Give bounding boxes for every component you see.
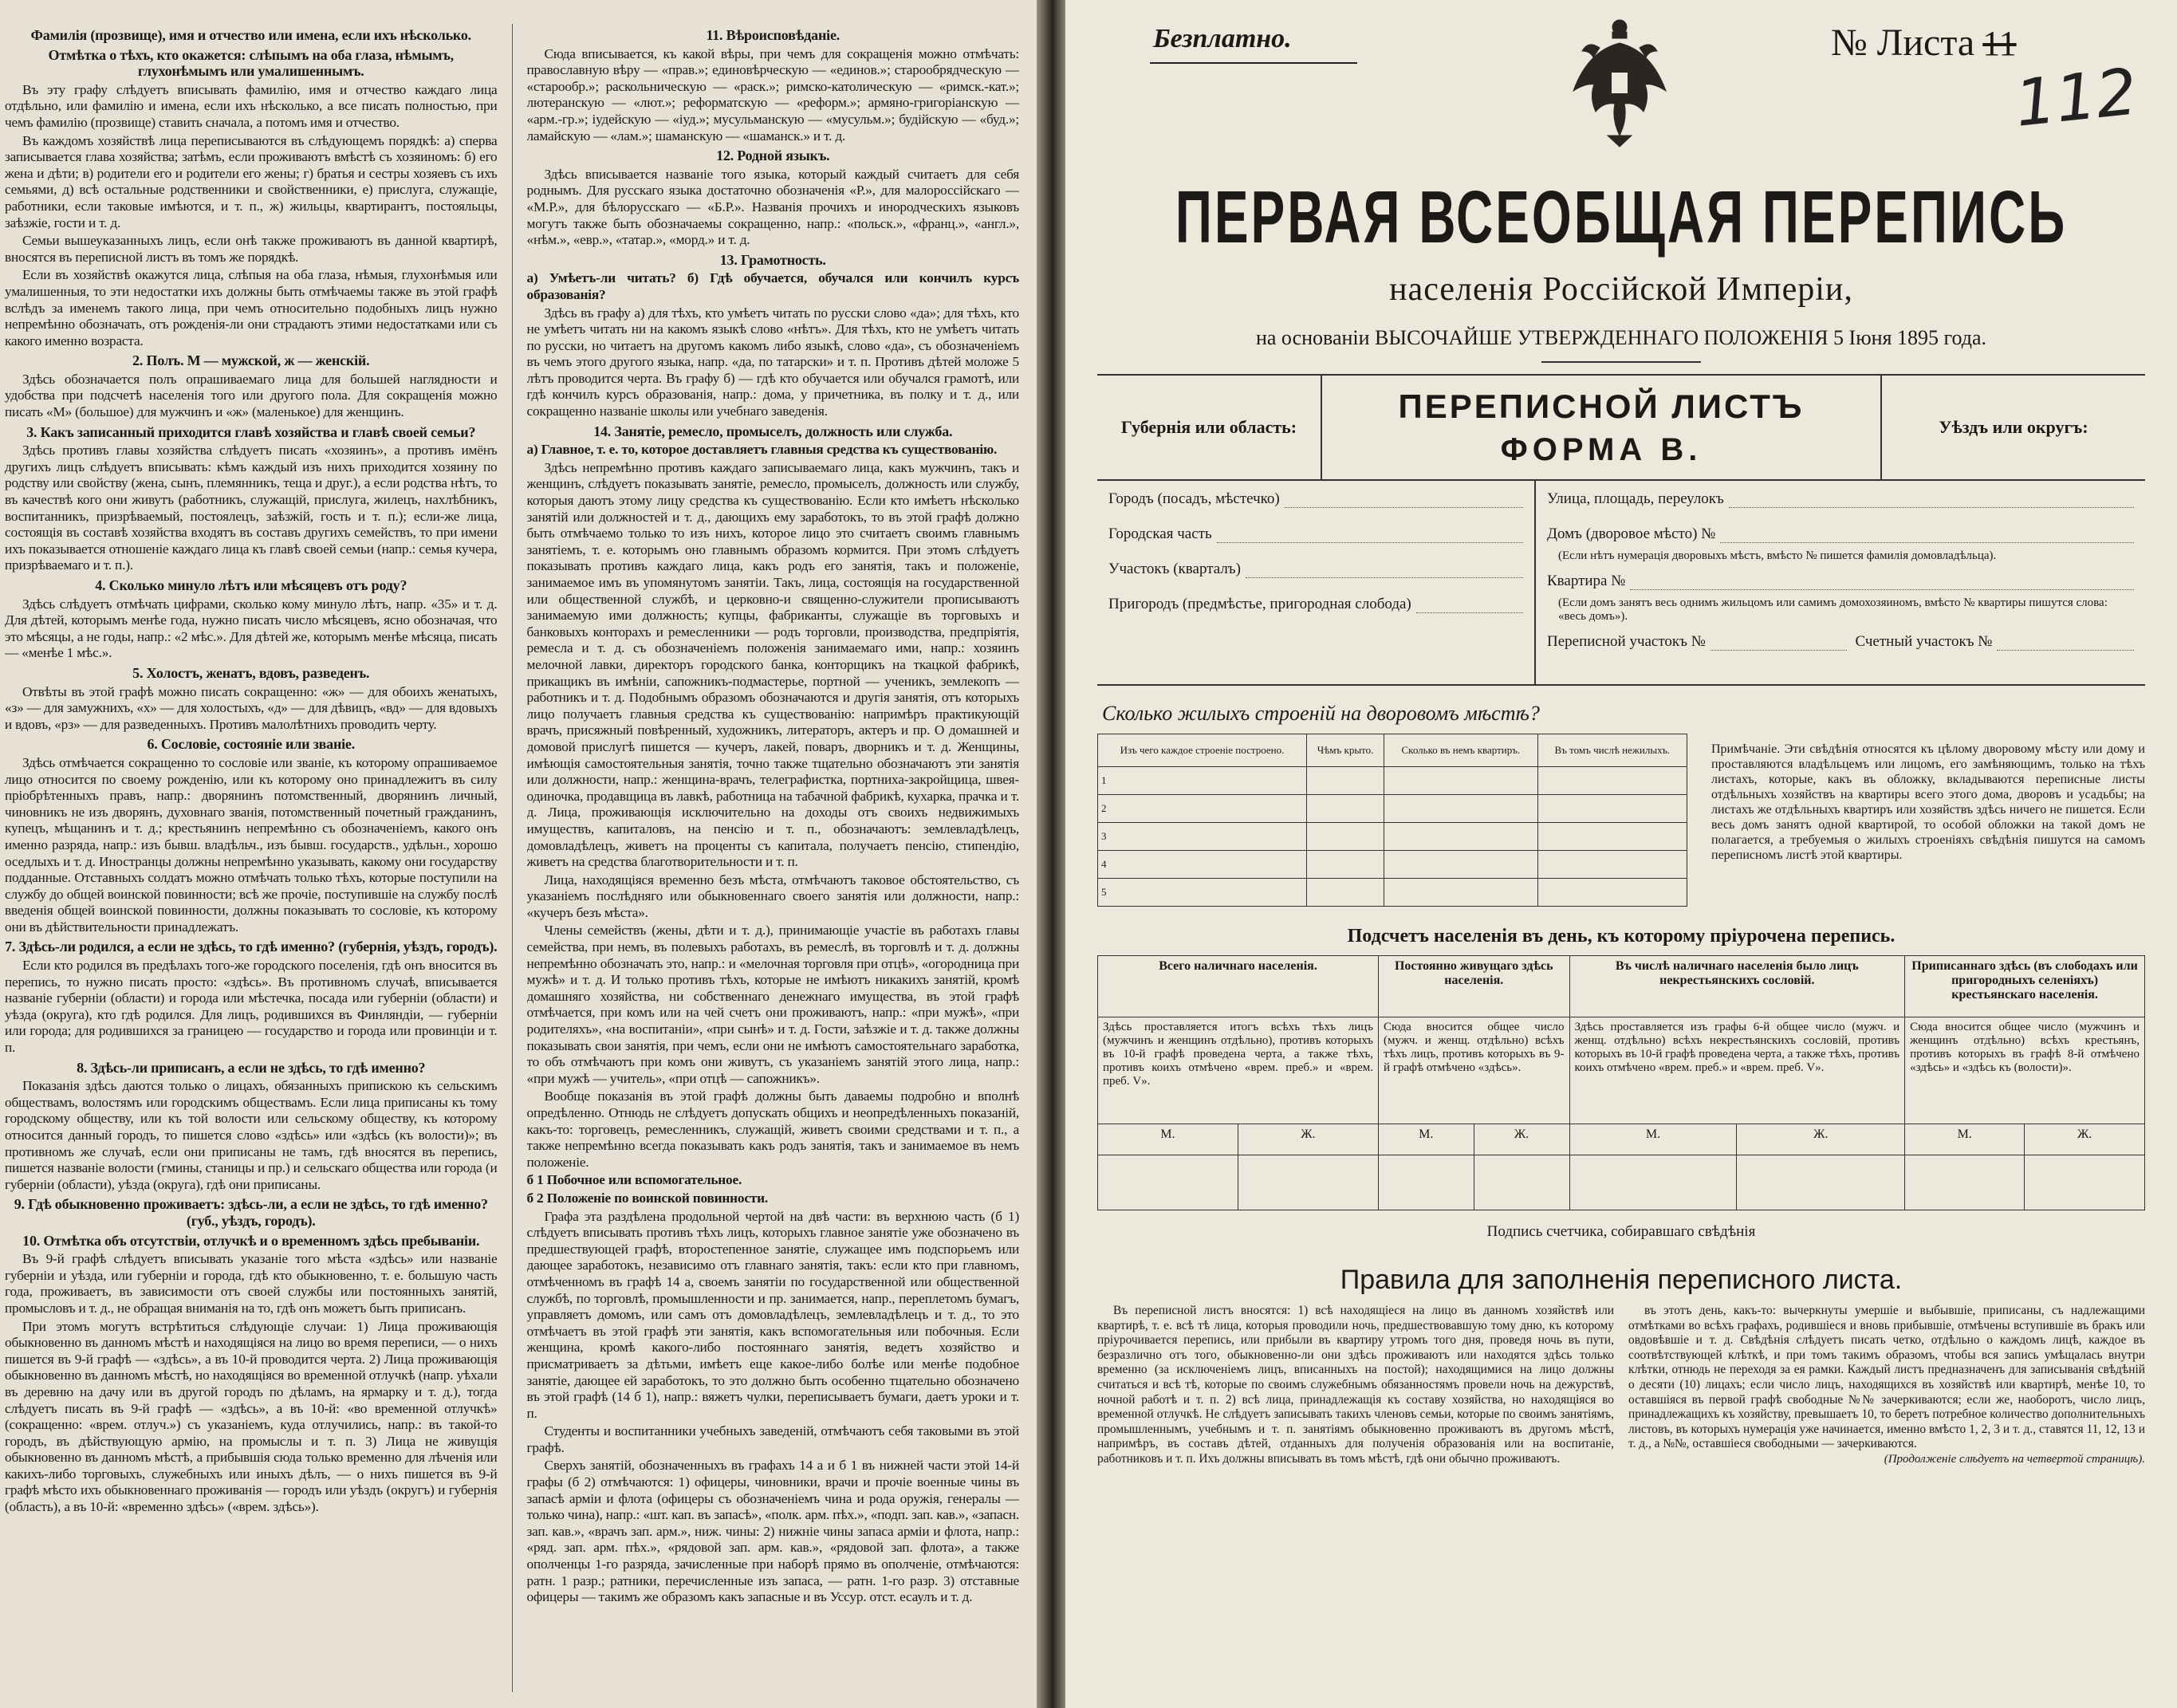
- paragraph: Студенты и воспитанники учебныхъ заведеній, отмѣчаютъ себя таковыми въ этой графѣ.: [526, 1423, 1019, 1455]
- free-underline: [1150, 62, 1357, 64]
- section-heading: Фамилія (прозвище), имя и отчество или имена, если ихъ нѣсколько.: [30, 27, 471, 43]
- counting-section-field[interactable]: [1997, 633, 2134, 651]
- city-label: Городъ (посадъ, мѣстечко): [1108, 490, 1280, 507]
- population-table: [1097, 955, 2145, 1210]
- province-label: Губернія или область:: [1097, 376, 1322, 479]
- population-desc-cell: Здѣсь проставляется изъ графы 6-й общее число (мужч. и женщ. отдѣльно) всѣхъ некрестьянскихъ сословій, противъ которыхъ въ 10-й графѣ проведена черта, а также тѣхъ, противъ коихъ отмѣчено «врем. преб.» и «врем. преб. V».: [1569, 1017, 1905, 1124]
- paragraph: Сверхъ занятій, обозначенныхъ въ графахъ 14 а и б 1 въ нижней части этой 14-й графы (б 2) отмѣчаются: 1) офицеры, чиновники, врачи и прочіе военные чины въ запасѣ арміи и флота (офицеры съ обозначеніемъ чина и рода оружія, генералы — только чина), напр.: «шт. кап. въ запасѣ», «полк. арм. пѣх.», «подп. зап. кав.», «запасн. зап. кав.», «врачъ зап. арм.», ниж. чины: 2) нижніе чины запаса арміи и флота, напр.: «ряд. зап. арм. пѣх.», «рядовой зап. арм. кав.», «рядовой зап. флота», а также ополченцы 1-го разряда, зачисленные при наборѣ прямо въ ополченіе, отмѣчаются: ратн. 1 разр.; ратники, перечисленные изъ запаса, — ратн. 1-го разр. 3) отставные офицеры — такимъ же образомъ какъ запасные и въ Уссур. отст. есаулъ и т. д.: [526, 1458, 1019, 1605]
- buildings-cell[interactable]: [1384, 879, 1537, 907]
- buildings-cell[interactable]: [1307, 823, 1384, 851]
- paragraph: Вообще показанія въ этой графѣ должны быть даваемы подробно и вполнѣ опредѣленно. Отнюдь не слѣдуетъ допускать общихъ и неопредѣленныхъ показаній, какъ-то: торговецъ, ремесленникъ, служащій, живетъ своими средствами и т. п., а также непремѣнно всегда показывать какъ родъ занятія, такъ и занимаемое въ немъ положеніе.: [526, 1088, 1019, 1170]
- buildings-cell[interactable]: [1307, 851, 1384, 879]
- population-count-cell[interactable]: [1238, 1155, 1378, 1210]
- flat-field[interactable]: [1630, 573, 2134, 590]
- instructions-column-1: [5, 24, 498, 1692]
- house-note: (Если нѣтъ нумерація дворовыхъ мѣстъ, вмѣсто № пишется фамилія домовладѣльца).: [1558, 549, 1997, 562]
- house-label: Домъ (дворовое мѣсто) №: [1547, 525, 1716, 542]
- left-page: [0, 0, 1037, 1708]
- census-subtitle: населенія Россійской Имперіи,: [1389, 271, 1853, 308]
- address-right: [1536, 481, 2145, 684]
- population-count-cell[interactable]: [1098, 1155, 1238, 1210]
- paragraph: Здѣсь непремѣнно противъ каждаго записываемаго лица, какъ мужчинъ, такъ и женщинъ, слѣдуетъ показывать занятіе, ремесло, промыселъ, должность или службу, которыя даютъ этому лицу средства къ существованію. Если кто имѣетъ нѣсколько занятій или должностей и т. д., дающихъ ему заработокъ, то въ этой графѣ должно быть отмѣчаемо только то изъ нихъ, которое лицо это считаетъ своимъ главнымъ занятіемъ, т. е. которымъ оно главнымъ образомъ кормится. При этомъ слѣдуетъ показывать противъ каждаго лица, какъ родъ его занятія, такъ и положеніе, занимаемое имъ въ упомянутомъ занятіи. Такъ, лица, состоящія на государственной или общественной службѣ, и церковно-и священно-служители прописываютъ занимаемую ими должность; купцы, фабриканты, служащіе въ торговыхъ и банковыхъ конторахъ и ремесленники — родъ торговли, производства, предпріятія, ремесла и т. д. съ обозначеніемъ положенія занимаемаго ими, напр.: хозяинъ мелочной лавки, директоръ городского банка, конторщикъ на ткацкой фабрикѣ, прикащикъ въ имѣніи, сапожникъ-подмастерье, портной — ученикъ, землекопъ — работникъ и т. д. Подобнымъ образомъ обозначаются и другія занятія, отъ которыхъ лицо получаетъ главныя средства къ существованію: напримѣръ практикующій врачъ, присяжный повѣренный, художникъ, литераторъ, актеръ и пр. О домашней и домовой прислугѣ пишется — кучеръ, лакей, поваръ, дворникъ и т. д. Женщины, имѣющія самостоятельныя занятія, точно также тщательно обозначаютъ эти занятія или должности, напр.: женщина-врачъ, телеграфистка, портниха-закройщица, швея-одиночка, продавщица въ лавкѣ, работница на табачной фабрикѣ, кухарка, прачка и т. д. Лица, проживающія исключительно на доходы отъ своихъ недвижимыхъ имуществъ, капиталовъ, на пенсію и т. п., обозначаютъ: землевладѣлецъ, домовладѣлецъ, живетъ на проценты съ капитала, получаетъ пенсію, стипендію, живетъ на средства благотворительности и т. п.: [526, 459, 1019, 870]
- male-column-label: М.: [1569, 1124, 1737, 1155]
- instructions-column-2: [527, 24, 1020, 1692]
- female-column-label: Ж.: [1737, 1124, 1905, 1155]
- rules-column-1: [1097, 1304, 1614, 1473]
- buildings-row-number: 3: [1098, 823, 1307, 851]
- population-desc-cell: Сюда вносится общее число (мужч. и женщ. отдѣльно) всѣхъ тѣхъ лицъ, противъ которыхъ въ 9-й графѣ отмѣчено «здѣсь».: [1379, 1017, 1569, 1124]
- section-heading: 4. Сколько минуло лѣтъ или мѣсяцевъ отъ роду?: [95, 577, 407, 593]
- buildings-note: Примѣчаніе. Эти свѣдѣнія относятся къ цѣлому дворовому мѣсту или дому и проставляются владѣльцемъ или лицомъ, его замѣняющимъ, только на тѣхъ листахъ, которые, какъ въ обложку, вкладываются переписные листы отдѣльныхъ хозяйствъ на квартиры всего этого дома, дворовъ и усадьбы; на листахъ же отдѣльныхъ квартиръ или хозяйствъ здѣсь ничего не пишется. Если весь домъ занятъ одной квартирой, то особой обложки на такой домъ не полагается, а требуемыя о жилыхъ строеніяхъ свѣдѣнія пишутся на самомъ переписномъ листѣ этой квартиры.: [1711, 742, 2145, 862]
- buildings-header-cell: Сколько въ немъ квартиръ.: [1384, 734, 1537, 767]
- top-line: [1097, 16, 2145, 141]
- population-count-cell[interactable]: [1905, 1155, 2025, 1210]
- buildings-cell[interactable]: [1384, 767, 1537, 795]
- column-divider: [512, 24, 513, 1692]
- population-desc-cell: Сюда вносится общее число (мужчинъ и женщинъ отдѣльно) всѣхъ крестьянъ, противъ которыхъ въ графѣ 8-й отмѣчено «здѣсь» и «здѣсь къ (волости)».: [1905, 1017, 2145, 1124]
- section-heading: 11. Вѣроисповѣданіе.: [706, 27, 840, 43]
- paragraph: Здѣсь слѣдуетъ отмѣчать цифрами, сколько кому минуло лѣтъ, напр. «35» и т. д. Для дѣтей, которымъ менѣе года, нужно писать число мѣсяцевъ, ясно обозначая, что это мѣсяцы, а не годы, напр.: «2 мѣс.». Для дѣтей же, которымъ менѣе мѣсяца, писать — «менѣе 1 мѣс.».: [5, 596, 498, 661]
- address-block: [1097, 481, 2145, 686]
- counting-section-label: Счетный участокъ №: [1855, 633, 1993, 650]
- handwritten-number: 112: [2011, 54, 2141, 141]
- double-headed-eagle-icon: [1568, 16, 1671, 152]
- paragraph: Въ 9-й графѣ слѣдуетъ вписывать указаніе того мѣста «здѣсь» или названіе губерніи и уѣзда, или губерніи и города, гдѣ кто обыкновенно, т. е. большую часть года, проживаетъ, въ зависимости отъ своей службы или постоянныхъ занятій, промысловъ и т. д., не обращая вниманія на то, гдѣ онъ можетъ быть приписанъ.: [5, 1251, 498, 1316]
- section-heading: 9. Гдѣ обыкновенно проживаетъ: здѣсь-ли, а если не здѣсь, то гдѣ именно? (губ., уѣздъ, городъ).: [14, 1196, 488, 1229]
- section-heading: 7. Здѣсь-ли родился, а если не здѣсь, то гдѣ именно? (губернія, уѣздъ, городъ).: [5, 939, 498, 955]
- paragraph: а) Умѣетъ-ли читать? б) Гдѣ обучается, обучался или кончилъ курсъ образованія?: [526, 270, 1019, 302]
- census-basis: на основаніи ВЫСОЧАЙШЕ УТВЕРЖДЕННАГО ПОЛОЖЕНІЯ 5 Іюня 1895 года.: [1255, 326, 1987, 349]
- street-field[interactable]: [1729, 490, 2134, 508]
- paragraph: Здѣсь обозначается полъ опрашиваемаго лица для большей наглядности и удобства при подсчетѣ населенія того или другого пола. Для сокращенія можно писать «М» (большое) для мужчинъ и «ж» (маленькое) для женщинъ.: [5, 371, 498, 420]
- buildings-table: [1097, 734, 1687, 907]
- buildings-cell[interactable]: [1537, 795, 1687, 823]
- street-label: Улица, площадь, переулокъ: [1547, 490, 1724, 507]
- section-heading: 10. Отмѣтка объ отсутствіи, отлучкѣ и о временномъ здѣсь пребываніи.: [22, 1232, 480, 1249]
- rules-title: Правила для заполненія переписного листа.: [1340, 1265, 1903, 1295]
- female-column-label: Ж.: [1474, 1124, 1569, 1155]
- population-count-cell[interactable]: [1474, 1155, 1569, 1210]
- section-heading: 14. Занятіе, ремесло, промыселъ, должность или служба.: [593, 423, 953, 439]
- section-heading: Отмѣтка о тѣхъ, кто окажется: слѣпымъ на оба глаза, нѣмымъ, глухонѣмымъ или умалишеннымъ.: [48, 46, 454, 80]
- female-column-label: Ж.: [1238, 1124, 1378, 1155]
- male-column-label: М.: [1379, 1124, 1474, 1155]
- house-field[interactable]: [1720, 525, 2134, 543]
- buildings-cell[interactable]: [1537, 851, 1687, 879]
- population-count-cell[interactable]: [1569, 1155, 1737, 1210]
- section-heading: 12. Родной языкъ.: [716, 148, 830, 164]
- sheet-title: ПЕРЕПИСНОЙ ЛИСТЪ: [1398, 387, 1805, 425]
- male-column-label: М.: [1905, 1124, 2025, 1155]
- female-column-label: Ж.: [2025, 1124, 2145, 1155]
- buildings-cell[interactable]: [1537, 823, 1687, 851]
- buildings-cell[interactable]: [1537, 879, 1687, 907]
- buildings-question: Сколько жилыхъ строеній на дворовомъ мѣстѣ?: [1102, 702, 1540, 725]
- flat-note: (Если домъ занятъ весь однимъ жильцомъ или самимъ домохозяиномъ, вмѣсто № квартиры пишутся слова: «весь домъ»).: [1558, 596, 2108, 623]
- sheet-header: [1097, 374, 2145, 481]
- paragraph: Сюда вписывается, къ какой вѣры, при чемъ для сокращенія можно отмѣчать: православную вѣру — «прав.»; единовѣрческую — «единов.»; старообрядческую — «старообр.»; раскольническую — «раск.»; римско-католическую — «римск.-кат.»; лютеранскую — «лют.»; реформатскую — «реформ.»; армяно-григоріанскую — «арм.-гр.»; іудейскую — «іуд.»; мусульманскую — «мусульм.»; будійскую — «буд.»; ламайскую — «лам.»; шаманскую — «шаманск.» и т. д.: [526, 45, 1019, 144]
- male-column-label: М.: [1098, 1124, 1238, 1155]
- free-label: Безплатно.: [1153, 24, 1292, 53]
- sheet-number: [1831, 21, 2017, 65]
- rules-block: [1097, 1304, 2145, 1473]
- buildings-header-cell: Чѣмъ крыто.: [1307, 734, 1384, 767]
- paragraph: б 2 Положеніе по воинской повинности.: [526, 1190, 768, 1206]
- section-heading: 13. Грамотность.: [719, 251, 826, 268]
- buildings-cell[interactable]: [1384, 851, 1537, 879]
- buildings-row: [1098, 767, 1687, 795]
- city-part-field[interactable]: [1217, 525, 1523, 543]
- paragraph: Здѣсь противъ главы хозяйства слѣдуетъ писать «хозяинъ», а противъ имёнъ другихъ лицъ слѣдуетъ вписывать: кѣмъ каждый изъ нихъ приходится хозяину по родству или свойству (жена, сынъ, племянникъ, теща и друг.), а если родства нѣтъ, то въ качествѣ кого они живутъ (работникъ, служащій, прислуга, жилецъ, нахлѣбникъ, воспитанникъ, призрѣваемый, постоялецъ, заѣзжій, гость и т. п.); если-же лица, состоящія въ составѣ хозяйства входятъ въ составъ другихъ семействъ, то при имени ихъ показывается отношеніе каждаго лица къ главѣ своей семьи (напр.: семья кучера, призрѣваемаго и т. п.).: [5, 443, 498, 573]
- section-heading: 6. Сословіе, состояніе или званіе.: [147, 736, 356, 753]
- buildings-header-cell: Изъ чего каждое строеніе построено.: [1098, 734, 1307, 767]
- buildings-row: [1098, 879, 1687, 907]
- buildings-cell[interactable]: [1307, 795, 1384, 823]
- rules-column-2: [1628, 1304, 2145, 1473]
- suburb-field[interactable]: [1416, 596, 1523, 613]
- buildings-cell[interactable]: [1384, 823, 1537, 851]
- buildings-row-number: 1: [1098, 767, 1307, 795]
- section-heading: 8. Здѣсь-ли приписанъ, а если не здѣсь, то гдѣ именно?: [77, 1059, 426, 1076]
- buildings-row: [1098, 851, 1687, 879]
- section-heading: 2. Полъ. М — мужской, ж — женскій.: [132, 352, 370, 369]
- paragraph: Показанія здѣсь даются только о лицахъ, обязанныхъ припискою къ сельскимъ обществамъ, волостямъ или городскимъ обществамъ. Если лица приписаны къ тому городскому обществу, или къ той волости или сельскому обществу, къ которому относится данный городъ, то пишется слово «здѣсь» или «здѣсь (къ волости)»; въ противномъ же случаѣ, если они приписаны не тамъ, гдѣ вносятся въ перепись, пишется названіе волости (гмины, станицы и пр.) и сельскаго общества или города (и губерніи (области), уѣзда (округа), гдѣ они приписаны.: [5, 1078, 498, 1192]
- census-section-label: Переписной участокъ №: [1547, 633, 1706, 650]
- rules-text-1: Въ переписной листъ вносятся: 1) всѣ находящіеся на лицо въ данномъ хозяйствѣ или квартирѣ, т. е. всѣ тѣ лица, которыя проводили ночь, предшествовавшую тому дню, къ которому пріурочивается перепись, или прибыли въ квартиру утромъ того дня, проведя ночь въ пути, безразлично отъ того, обыкновенно-ли они здѣсь проживаютъ или находятся здѣсь только временно (за исключеніемъ лицъ, вписанныхъ на постой); находящимися на лицо должны считаться и всѣ тѣ, которые по своимъ служебнымъ обязанностямъ провели ночь на дежурствѣ, ночной работѣ и т. п. 2) всѣ лица, принадлежащія къ составу хозяйства, но находящіяся во временной отлучкѣ. Не слѣдуетъ записывать такихъ членовъ семьи, которые по своимъ занятіямъ, промышленнымъ, учебнымъ и т. п. занятіямъ обыкновенно проживаютъ въ другомъ мѣстѣ, напримѣръ, въ составъ дѣтей, отданныхъ для полученія образованія или на воспитаніе, работниковъ и т. п. Ихъ должны вписывать въ томъ мѣстѣ, гдѣ они обычно проживаютъ.: [1097, 1304, 1614, 1466]
- buildings-cell[interactable]: [1307, 767, 1384, 795]
- paragraph: Семьи вышеуказанныхъ лицъ, если онѣ также проживаютъ въ данной квартирѣ, вносятся въ переписной листъ въ томъ же порядкѣ.: [5, 233, 498, 265]
- census-title: ПЕРВАЯ ВСЕОБЩАЯ ПЕРЕПИСЬ: [1175, 175, 2068, 259]
- buildings-row-number: 5: [1098, 879, 1307, 907]
- population-header-cell: Всего наличнаго населенія.: [1098, 956, 1379, 1017]
- section-heading: 5. Холостъ, женатъ, вдовъ, разведенъ.: [132, 664, 370, 681]
- section-heading: 3. Какъ записанный приходится главѣ хозяйства и главѣ своей семьи?: [26, 423, 476, 440]
- paragraph: Здѣсь отмѣчается сокращенно то сословіе или званіе, къ которому опрашиваемое лицо относится по своему рожденію, или къ которому оно принадлежитъ въ силу пріобрѣтенныхъ правъ, напр.: дворянинъ потомственный, дворянинъ личный, чиновникъ не изъ дворянъ, духовнаго званія, потомственный почетный гражданинъ, купецъ, мѣщанинъ и т. д.; крестьянинъ непремѣнно съ обозначеніемъ, какого онъ именно разряда, напр.: изъ бывш. владѣльч., изъ бывш. государств., удѣльн., хорошо оседлыхъ и т. д. Иностранцы должны непремѣнно указывать, какому они государству подданные. Отставныхъ солдатъ можно отмѣчать только тѣхъ, которые поступили на службу до общей воинской повинности; всѣ же прочіе, поступившіе на службу послѣ введенія общей воинской повинности, должны показывать то сословіе, къ которому они въ дѣйствительности принадлежатъ.: [5, 754, 498, 935]
- short-rule: [1541, 361, 1701, 363]
- address-left: [1097, 481, 1536, 684]
- enumerator-signature: Подпись счетчика, собиравшаго свѣдѣнія: [1486, 1223, 1756, 1240]
- paragraph: Въ каждомъ хозяйствѣ лица переписываются въ слѣдующемъ порядкѣ: а) сперва записывается глава хозяйства; затѣмъ, если проживаютъ вмѣстѣ съ хозяиномъ: б) его жена и дѣти; в) родители его и родители его жены; г) братья и сестры хозяевъ съ ихъ семьями, д) всѣ остальные родственники и свойственники, е) прислуга, служащіе, работники, если таковые имѣются, и т. п., ж) жильцы, квартирантъ, постояльцы, заѣзжіе, гости и т. д.: [5, 132, 498, 230]
- population-count-cell[interactable]: [1379, 1155, 1474, 1210]
- paragraph: Здѣсь въ графу а) для тѣхъ, кто умѣетъ читать по русски слово «да»; для тѣхъ, кто не умѣетъ читать ни на какомъ языкѣ слово «нѣтъ». Для тѣхъ, кто не умѣетъ читать по русски, но читаетъ на другомъ какомъ либо языкѣ, слово «да», съ обозначеніемъ въ чемъ этого другого языка, напр. «да, по татарски» и т. п. Противъ дѣтей моложе 5 лѣтъ проводится черта. Въ графу б) — гдѣ кто обучается или обучался грамотѣ, или гдѣ кончилъ курсъ образованія, напр.: дома, у причетника, въ полку и т. д., или сокращенно названіе школы или учебнаго заведенія.: [526, 305, 1019, 419]
- paragraph: Лица, находящіяся временно безъ мѣста, отмѣчаютъ таковое обстоятельство, съ указаніемъ послѣдняго или обыкновеннаго своего занятія или должности, напр.: «кучеръ безъ мѣста».: [526, 872, 1019, 920]
- population-count-cell[interactable]: [1737, 1155, 1905, 1210]
- census-section-field[interactable]: [1711, 633, 1848, 651]
- rules-text-2: въ этотъ день, какъ-то: вычеркнуты умершіе и выбывшіе, приписаны, съ надлежащими отмѣтками во всѣхъ графахъ, родившіеся и вновь прибывшіе, отмѣчены вступившіе въ бракъ или овдовѣвшіе и т. д. Свѣдѣнія слѣдуетъ писать четко, отдѣльно о каждомъ лицѣ, каждое въ соотвѣтствующей клѣткѣ, и при томъ такимъ образомъ, чтобы вся запись умѣщалась внутри клѣтки, отнюдь не переходя за ея рамки. Каждый листъ предназначенъ для записыванія свѣдѣній о десяти (10) лицахъ; если число лицъ, находящихся въ хозяйствѣ или квартирѣ, менѣе 10, то оставшіяся въ первой графѣ свободные №№ зачеркиваются; если же, наоборотъ, число лицъ, принадлежащихъ къ хозяйству, превышаетъ 10, то беретъ потребное количество дополнительныхъ листовъ, въ которыхъ нумерація уже начинается, именно вмѣсто 1, 2, 3 и т. д., ставятся 11, 12, 13 и т. д., а №№, оставшіеся свободными — зачеркиваются.: [1628, 1304, 2145, 1451]
- buildings-cell[interactable]: [1307, 879, 1384, 907]
- book-gutter: [1037, 0, 1065, 1708]
- population-header-cell: Постоянно живущаго здѣсь населенія.: [1379, 956, 1569, 1017]
- paragraph: Члены семействъ (жены, дѣти и т. д.), принимающіе участіе въ работахъ главы семейства, при немъ, въ полевыхъ работахъ, въ ремеслѣ, въ торговлѣ и т. д. должны непремѣнно обозначать это, напр.: и «мелочная торговля при отцѣ», «огородница при мужѣ» и т. д. И только противъ тѣхъ, которые не имѣютъ никакихъ занятій, кромѣ домашняго хозяйства, ни собственнаго денежнаго имущества, въ этой графѣ отмѣчается, при комъ или на чей счетъ они проживаютъ, напр.: «при мужѣ», «при родителяхъ», «на воспитаніи», «при сынѣ» и т. д. Гости, заѣзжіе и т. д. также должны показывать свои занятія, при чемъ, если они не имѣютъ самостоятельнаго заработка, то объ отмѣчаютъ при комъ они живутъ, съ указаніемъ занятій этого лица, напр.: «при мужѣ — учитель», «при отцѣ — сапожникъ».: [526, 923, 1019, 1086]
- paragraph: Графа эта раздѣлена продольной чертой на двѣ части: въ верхнюю часть (б 1) слѣдуетъ вписывать противъ тѣхъ лицъ, которыхъ главное занятіе уже обозначено въ предшествующей графѣ, второстепенное занятіе, служащее имъ подспорьемъ или дающее заработокъ, независимо отъ главнаго занятія, такъ: если кто при главномъ, отмѣченномъ въ графѣ 14 а, своемъ занятіи по государственной или общественной службѣ, по торговлѣ, промышленности и пр. занимается, напр., переплетомъ бумагъ, управляетъ домомъ, или самъ отъ домовладѣлецъ, землевладѣлецъ и т. д., то это отмѣчаетъ въ этой графѣ эти занятія, какъ вспомогательныя или побочныя. Если женщина, кромѣ какого-либо постояннаго занятія, ведетъ хозяйство и присматриваетъ за дѣтьми, имѣетъ еще какое-либо болѣе или менѣе подобное занятіе, дающее ей заработокъ, то это должно быть особенно тщательно обозначено въ этой графѣ (14 б 1), напр.: вяжетъ чулки, переписываетъ бумаги, даетъ уроки и т. п.: [526, 1208, 1019, 1421]
- buildings-row: [1098, 823, 1687, 851]
- flat-label: Квартира №: [1547, 573, 1626, 589]
- sheet-title-block: [1322, 376, 1880, 479]
- paragraph: а) Главное, т. е. то, которое доставляетъ главныя средства къ существованію.: [526, 442, 998, 458]
- right-page: [1065, 0, 2177, 1708]
- sheet-number-label: № Листа: [1831, 22, 1975, 64]
- buildings-cell[interactable]: [1384, 795, 1537, 823]
- paragraph: Если въ хозяйствѣ окажутся лица, слѣпыя на оба глаза, нѣмыя, глухонѣмыя или умалишенныя, то эти недостатки ихъ должны быть отмѣчаемы также въ этой графѣ вслѣдъ за именемъ такого лица, при чемъ относительно подобныхъ лицъ нужно непремѣнно обозначать, отъ рожденія-ли они страдаютъ этими недостатками или съ какого именно возраста.: [5, 267, 498, 348]
- section-label: Участокъ (кварталъ): [1108, 561, 1241, 577]
- paragraph: При этомъ могутъ встрѣтиться слѣдующіе случаи: 1) Лица проживающія обыкновенно въ данномъ мѣстѣ и находящіяся на лицо во время переписи, — о нихъ пишется въ 9-й графѣ — «здѣсь», а въ 10-й проводится черта. 2) Лица проживающія обыкновенно въ данномъ мѣстѣ, но находящіяся во временной отлучкѣ (напр. уѣхали въ деревню на дачу или въ другой городъ по дѣламъ, на ярмарку и т. д.), тогда слѣдуетъ писать въ 9-й графѣ — «здѣсь», а въ 10-й: «во временной отлучкѣ» (сокращенно: «врем. отлуч.») съ указаніемъ, куда отлучились, напр.: въ такой-то городъ, въ дѣйствующую армію, на промыслы и т. п. 3) Лица не живущія обыкновенно въ данномъ мѣстѣ, а прибывшія сюда только временно для лѣченія или какихъ-либо торговыхъ, служебныхъ или иныхъ дѣлъ, — о нихъ пишется въ 9-й графѣ мѣсто ихъ обыкновеннаго проживанія — городъ или уѣздъ (округъ) и губернія (область), а въ 10-й: «временно здѣсь» («врем. здѣсь»).: [5, 1318, 498, 1515]
- city-field[interactable]: [1285, 490, 1523, 508]
- paragraph: Отвѣты въ этой графѣ можно писать сокращенно: «ж» — для обоихъ женатыхъ, «з» — для замужнихъ, «х» — для холостыхъ, «д» — для дѣвицъ, «вд» — для вдовыхъ и вдовъ, «рз» — для разведенныхъ. Противъ малолѣтнихъ проводить черту.: [5, 683, 498, 732]
- sheet-number-value: 11: [1982, 24, 2017, 63]
- population-header-cell: Приписаннаго здѣсь (въ слободахъ или пригородныхъ селеніяхъ) крестьянскаго населенія.: [1905, 956, 2145, 1017]
- district-label: Уѣздъ или округъ:: [1880, 376, 2145, 479]
- population-desc-cell: Здѣсь проставляется итогъ всѣхъ тѣхъ лицъ (мужчинъ и женщинъ отдѣльно), противъ которыхъ въ 10-й графѣ проведена черта, а также тѣхъ, противъ коихъ отмѣчено «врем. преб.» и «врем. преб. V».: [1098, 1017, 1379, 1124]
- city-part-label: Городская часть: [1108, 525, 1212, 542]
- paragraph: Если кто родился въ предѣлахъ того-же городского поселенія, гдѣ онъ вносится въ перепись, то нужно писать просто: «здѣсь». Въ противномъ случаѣ, вписывается названіе губерніи (области) и города или мѣстечка, посада или губерніи (области) и уѣзда (округа), кто гдѣ родился. Для лицъ, родившихся въ Финляндіи, — губерніи или города; для родившихся за границею — государство и города или провинціи и т. п.: [5, 958, 498, 1056]
- population-title: Подсчетъ населенія въ день, къ которому пріурочена перепись.: [1347, 926, 1896, 946]
- buildings-cell[interactable]: [1537, 767, 1687, 795]
- paragraph: б 1 Побочное или вспомогательное.: [526, 1172, 742, 1188]
- form-title: ФОРМА В.: [1500, 431, 1703, 467]
- section-field[interactable]: [1246, 561, 1523, 578]
- suburb-label: Пригородъ (предмѣстье, пригородная слобода): [1108, 596, 1411, 612]
- buildings-header-cell: Въ томъ числѣ нежилыхъ.: [1537, 734, 1687, 767]
- buildings-row-number: 2: [1098, 795, 1307, 823]
- continued-note: (Продолженіе слѣдуетъ на четвертой страницѣ).: [1884, 1452, 2145, 1466]
- paragraph: Здѣсь вписывается названіе того языка, который каждый считаетъ для себя роднымъ. Для русскаго языка достаточно обозначенія «Р.», для малороссійскаго — «М.Р.», для бѣлорусскаго — «Б.Р.». Названія прочихъ и инородческихъ языковъ могутъ также быть обозначаемы сокращенно, напр.: «польск.», «франц.», «англ.», «нѣм.», «евр.», «татар.», «морд.» и т. д.: [526, 166, 1019, 248]
- population-header-cell: Въ числѣ наличнаго населенія было лицъ некрестьянскихъ сословій.: [1569, 956, 1905, 1017]
- buildings-row-number: 4: [1098, 851, 1307, 879]
- buildings-block: [1097, 734, 2145, 907]
- paragraph: Въ эту графу слѣдуетъ вписывать фамилію, имя и отчество каждаго лица отдѣльно, или фамилію и имена, если ихъ нѣсколько, а все писать полностью, при чемъ фамилію (прозвище) ставить сначала, а потомъ имя и отчество.: [5, 81, 498, 130]
- buildings-row: [1098, 795, 1687, 823]
- population-count-cell[interactable]: [2025, 1155, 2145, 1210]
